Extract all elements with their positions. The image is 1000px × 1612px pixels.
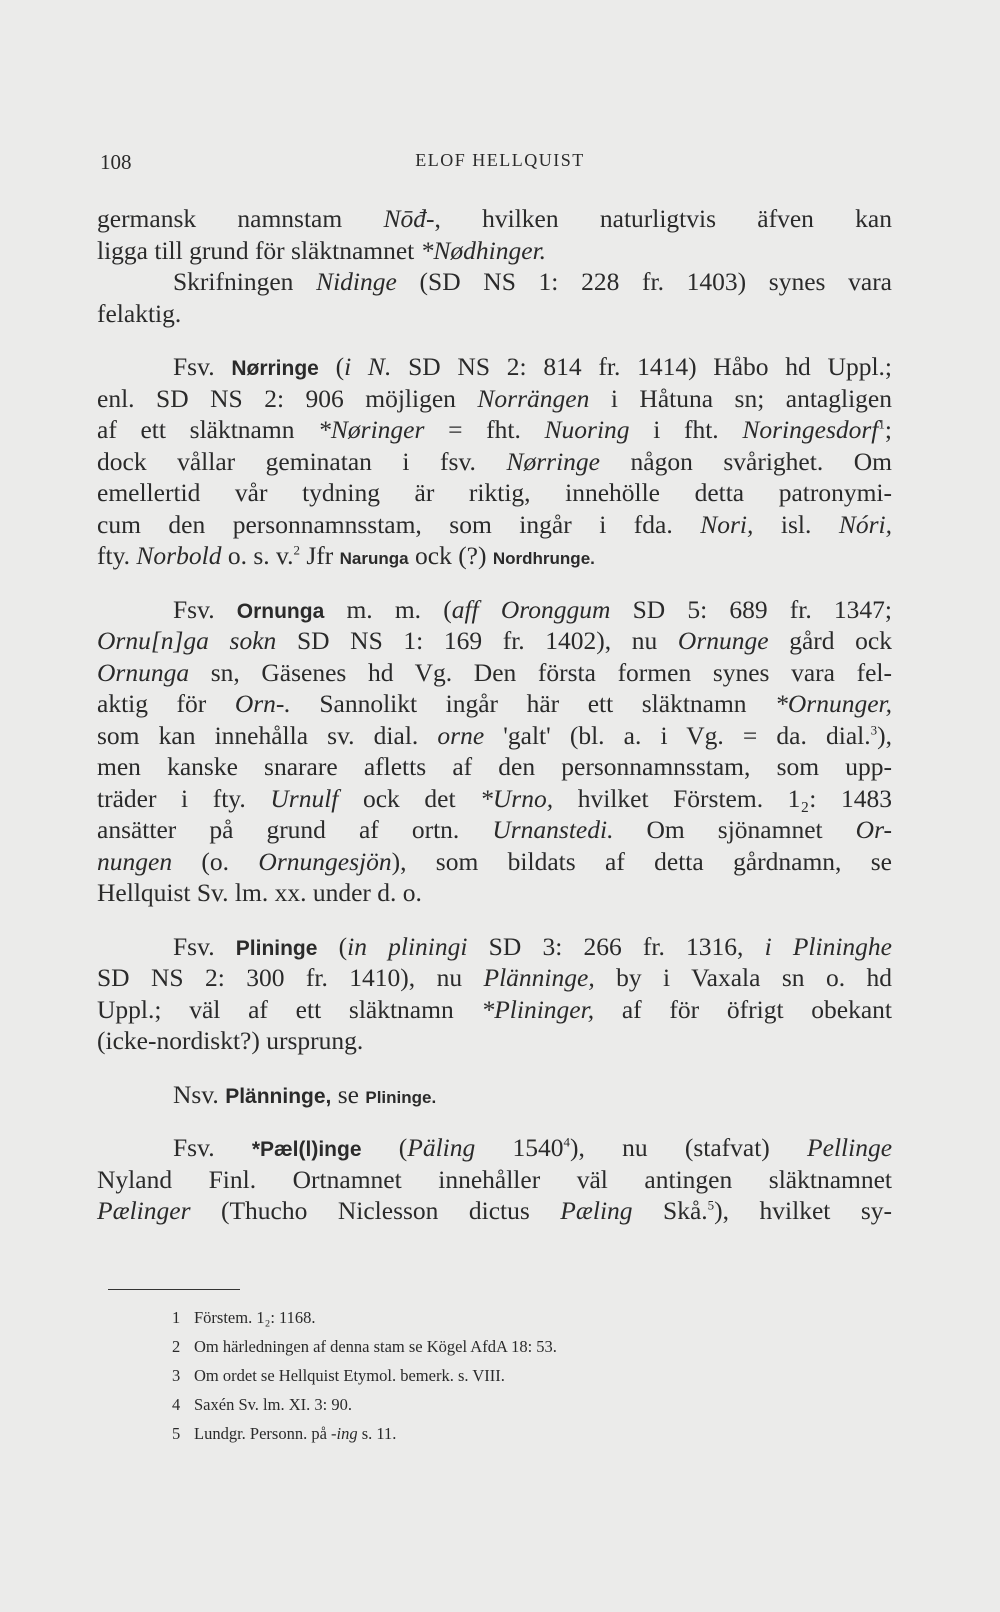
page-header: [100, 150, 900, 180]
footnote-ref: 5: [707, 1197, 715, 1213]
text-run: Om sjönamnet: [613, 815, 856, 844]
text-run: Skrifningen: [173, 267, 317, 296]
italic-term: *Nødhinger.: [420, 235, 547, 265]
footnote: [172, 1332, 872, 1361]
text-run: Jfr: [299, 541, 340, 570]
text-run: (icke-nordiskt?) ursprung.: [97, 1026, 364, 1055]
text-line: [97, 446, 892, 478]
text-run: cum den personnamnsstam, som ingår i fda.: [97, 509, 701, 539]
footnote: [172, 1419, 872, 1448]
italic-term: Nóri,: [838, 509, 892, 539]
text-line: [97, 962, 892, 994]
text-line: [97, 414, 892, 446]
text-run: dock vållar geminatan i fsv.: [97, 446, 507, 476]
text-line: [97, 751, 892, 783]
text-run: m. m. (: [324, 594, 452, 624]
italic-term: Urnanstedi.: [492, 815, 614, 844]
footnote-ref: 3: [870, 722, 878, 737]
text-run: (: [318, 352, 345, 381]
italic-term: Nōđ-: [383, 204, 435, 233]
footnote-number: 5: [172, 1424, 181, 1443]
cross-reference: Plininge.: [365, 1087, 437, 1107]
text-run: 1540: [475, 1133, 564, 1162]
text-run: SD NS 2: 814 fr. 1414) Håbo hd Uppl.;: [391, 352, 893, 381]
entry-headword: Nørringe: [231, 357, 319, 380]
italic-term: Urnulf: [270, 783, 339, 813]
text-line: [97, 657, 892, 689]
text-run: Skå.: [632, 1196, 708, 1225]
text-run: felaktig.: [97, 298, 182, 328]
italic-term: *Ornunger,: [775, 689, 892, 718]
italic-term: Pellinge: [807, 1133, 893, 1162]
footnote: [172, 1303, 872, 1332]
entry-headword: Plininge: [235, 936, 318, 960]
text-run: ),: [877, 720, 892, 750]
text-run: hvilket Förstem. 1₂: 1483: [553, 783, 892, 813]
italic-term: Pælinger: [97, 1196, 191, 1225]
italic-term: i N.: [344, 352, 392, 381]
text-run: se: [331, 1079, 366, 1109]
footnote-ref: 2: [293, 542, 300, 558]
text-line: [97, 594, 892, 626]
text-run: men kanske snarare afletts af den personnamnsstam, som upp-: [97, 752, 892, 781]
text-line: [97, 383, 892, 415]
text-line: [97, 846, 892, 878]
text-run: ligga till grund för släktnamnet: [97, 235, 421, 265]
text-run: ), nu (stafvat): [570, 1133, 808, 1162]
text-line: [97, 994, 892, 1026]
italic-term: Noringesdorf: [742, 415, 879, 444]
italic-term: Ornunga: [97, 657, 190, 687]
italic-term: *Nøringer: [318, 415, 425, 444]
italic-term: Nørringe: [506, 446, 600, 476]
text-run: (Thucho Niclesson dictus: [190, 1196, 561, 1225]
text-line: [97, 877, 892, 909]
text-run: SD 5: 689 fr. 1347;: [610, 594, 893, 624]
text-run: i fht.: [629, 415, 743, 444]
footnote-text: Om ordet se Hellquist Etymol. bemerk. s. VIII.: [194, 1366, 505, 1385]
text-line: [97, 509, 892, 541]
footnote-ref: 4: [563, 1134, 570, 1150]
footnote-text: Om härledningen af denna stam se Kögel AfdA 18: 53.: [194, 1337, 557, 1356]
italic-term: Nidinge: [316, 267, 397, 296]
text-run: fty.: [97, 541, 137, 570]
text-run: (o.: [172, 846, 259, 876]
text-line: [97, 720, 892, 752]
cross-reference: Narunga: [339, 549, 409, 568]
text-run: , hvilken naturligtvis äfven kan: [434, 204, 893, 233]
italic-term: Päling: [407, 1133, 476, 1162]
text-run: (SD NS 1: 228 fr. 1403) synes vara: [396, 267, 893, 296]
text-run: sn, Gäsenes hd Vg. Den första formen synes vara fel-: [189, 657, 892, 687]
italic-term: Orn-.: [234, 689, 291, 718]
text-run: 'galt' (bl. a. i Vg. = da. dial.: [484, 720, 871, 750]
text-run: Fsv.: [173, 352, 232, 381]
text-run: SD NS 1: 169 fr. 1402), nu: [276, 626, 678, 655]
italic-term: Or-: [855, 815, 892, 844]
italic-term: Nuoring: [544, 415, 630, 444]
text-line: [97, 235, 892, 267]
footnote-text: s. 11.: [357, 1424, 397, 1443]
text-run: Sannolikt ingår här ett släktnamn: [290, 689, 776, 718]
text-line: [97, 1079, 892, 1111]
text-run: enl. SD NS 2: 906 möjligen: [97, 383, 478, 413]
text-line: [97, 1025, 892, 1057]
text-run: isl.: [753, 509, 839, 539]
text-run: någon svårighet. Om: [599, 446, 892, 476]
italic-term: Ornungesjön: [258, 846, 392, 876]
footnote-text: Saxén Sv. lm. XI. 3: 90.: [194, 1395, 352, 1414]
text-run: som kan innehålla sv. dial.: [97, 720, 438, 750]
text-run: ), hvilket sy-: [714, 1196, 892, 1225]
footnote-number: 3: [172, 1366, 181, 1385]
text-run: Fsv.: [173, 594, 237, 624]
footnote-number: 2: [172, 1337, 181, 1356]
text-line: [97, 1195, 892, 1227]
footnote-text: Lundgr. Personn. på: [194, 1424, 332, 1443]
footnote-text: Förstem. 1₂: 1168.: [194, 1308, 316, 1327]
italic-term: Norbold: [136, 541, 222, 570]
footnote-number: 4: [172, 1395, 181, 1414]
entry-headword: *Pæl(l)inge: [251, 1138, 362, 1161]
text-line: [97, 688, 892, 720]
italic-term: aff Oronggum: [451, 594, 611, 624]
text-run: germansk namnstam: [97, 204, 384, 233]
italic-term: in pliningi: [347, 931, 468, 961]
text-line: [97, 298, 892, 330]
footnote-rule: [108, 1289, 240, 1290]
text-line: [97, 540, 892, 572]
text-run: Nsv.: [173, 1079, 226, 1109]
text-run: (: [361, 1133, 408, 1162]
text-line: [97, 783, 892, 815]
text-run: ansätter på grund af ortn.: [97, 815, 493, 844]
text-run: i Håtuna sn; antagligen: [589, 383, 892, 413]
text-run: Fsv.: [173, 931, 236, 961]
entry-headword: Plänninge,: [225, 1084, 332, 1108]
text-run: o. s. v.: [221, 541, 294, 570]
italic-term: nungen: [97, 846, 173, 876]
italic-term: Nori,: [700, 509, 754, 539]
text-line: [97, 1164, 892, 1196]
text-run: Fsv.: [173, 1133, 252, 1162]
text-run: Uppl.; väl af ett släktnamn: [97, 994, 482, 1024]
footnote-number: 1: [172, 1308, 181, 1327]
text-run: aktig för: [97, 689, 235, 718]
italic-term: Ornu[n]ga sokn: [97, 626, 277, 655]
italic-term: Plänninge,: [483, 963, 595, 992]
text-run: gård ock: [768, 626, 892, 655]
paragraph-gap: [97, 909, 892, 931]
paragraph-gap: [97, 329, 892, 351]
text-run: SD NS 2: 300 fr. 1410), nu: [97, 963, 484, 992]
text-run: ), som bildats af detta gårdnamn, se: [391, 846, 892, 876]
text-run: träder i fty.: [97, 783, 271, 813]
footnote: [172, 1390, 872, 1419]
text-run: ock (?): [408, 541, 493, 570]
text-run: emellertid vår tydning är riktig, innehölle detta patronymi-: [97, 478, 892, 507]
paragraph-gap: [97, 1110, 892, 1132]
text-line: [97, 931, 892, 963]
text-run: = fht.: [424, 415, 545, 444]
italic-term: *Urno,: [480, 783, 554, 813]
main-text: [97, 203, 892, 1227]
text-run: af ett släktnamn: [97, 415, 319, 444]
italic-term: *Plininger,: [481, 994, 595, 1024]
page-number: 108: [100, 150, 132, 174]
text-line: [97, 477, 892, 509]
running-head: ELOF HELLQUIST: [415, 150, 585, 170]
text-run: SD 3: 266 fr. 1316,: [467, 931, 765, 961]
paragraph-gap: [97, 572, 892, 594]
italic-term: e: [880, 931, 892, 961]
text-line: [97, 266, 892, 298]
italic-term: Norrängen: [477, 383, 590, 413]
text-run: Nyland Finl. Ortnamnet innehåller väl antingen släktnamnet: [97, 1164, 892, 1194]
footnotes: [172, 1303, 872, 1448]
text-line: [97, 814, 892, 846]
entry-headword: Ornunga: [236, 599, 325, 623]
text-run: Hellquist Sv. lm. xx. under d. o.: [97, 878, 422, 907]
text-line: [97, 351, 892, 383]
text-line: [97, 625, 892, 657]
italic-term: -ing: [331, 1424, 358, 1443]
cross-reference: Nordhrunge.: [492, 549, 595, 568]
italic-term: Pæling: [560, 1196, 633, 1225]
italic-term: Ornunge: [677, 626, 769, 655]
italic-term: i Pliningh: [764, 931, 881, 961]
footnote: [172, 1361, 872, 1390]
italic-term: orne: [437, 720, 485, 750]
text-run: ock det: [338, 783, 481, 813]
text-run: (: [317, 931, 348, 961]
text-line: [97, 1132, 892, 1164]
footnote-ref: 1: [878, 416, 885, 432]
text-run: ;: [884, 415, 892, 444]
paragraph-gap: [97, 1057, 892, 1079]
text-line: [97, 203, 892, 235]
text-run: af för öfrigt obekant: [594, 994, 892, 1024]
text-run: by i Vaxala sn o. hd: [594, 963, 892, 992]
